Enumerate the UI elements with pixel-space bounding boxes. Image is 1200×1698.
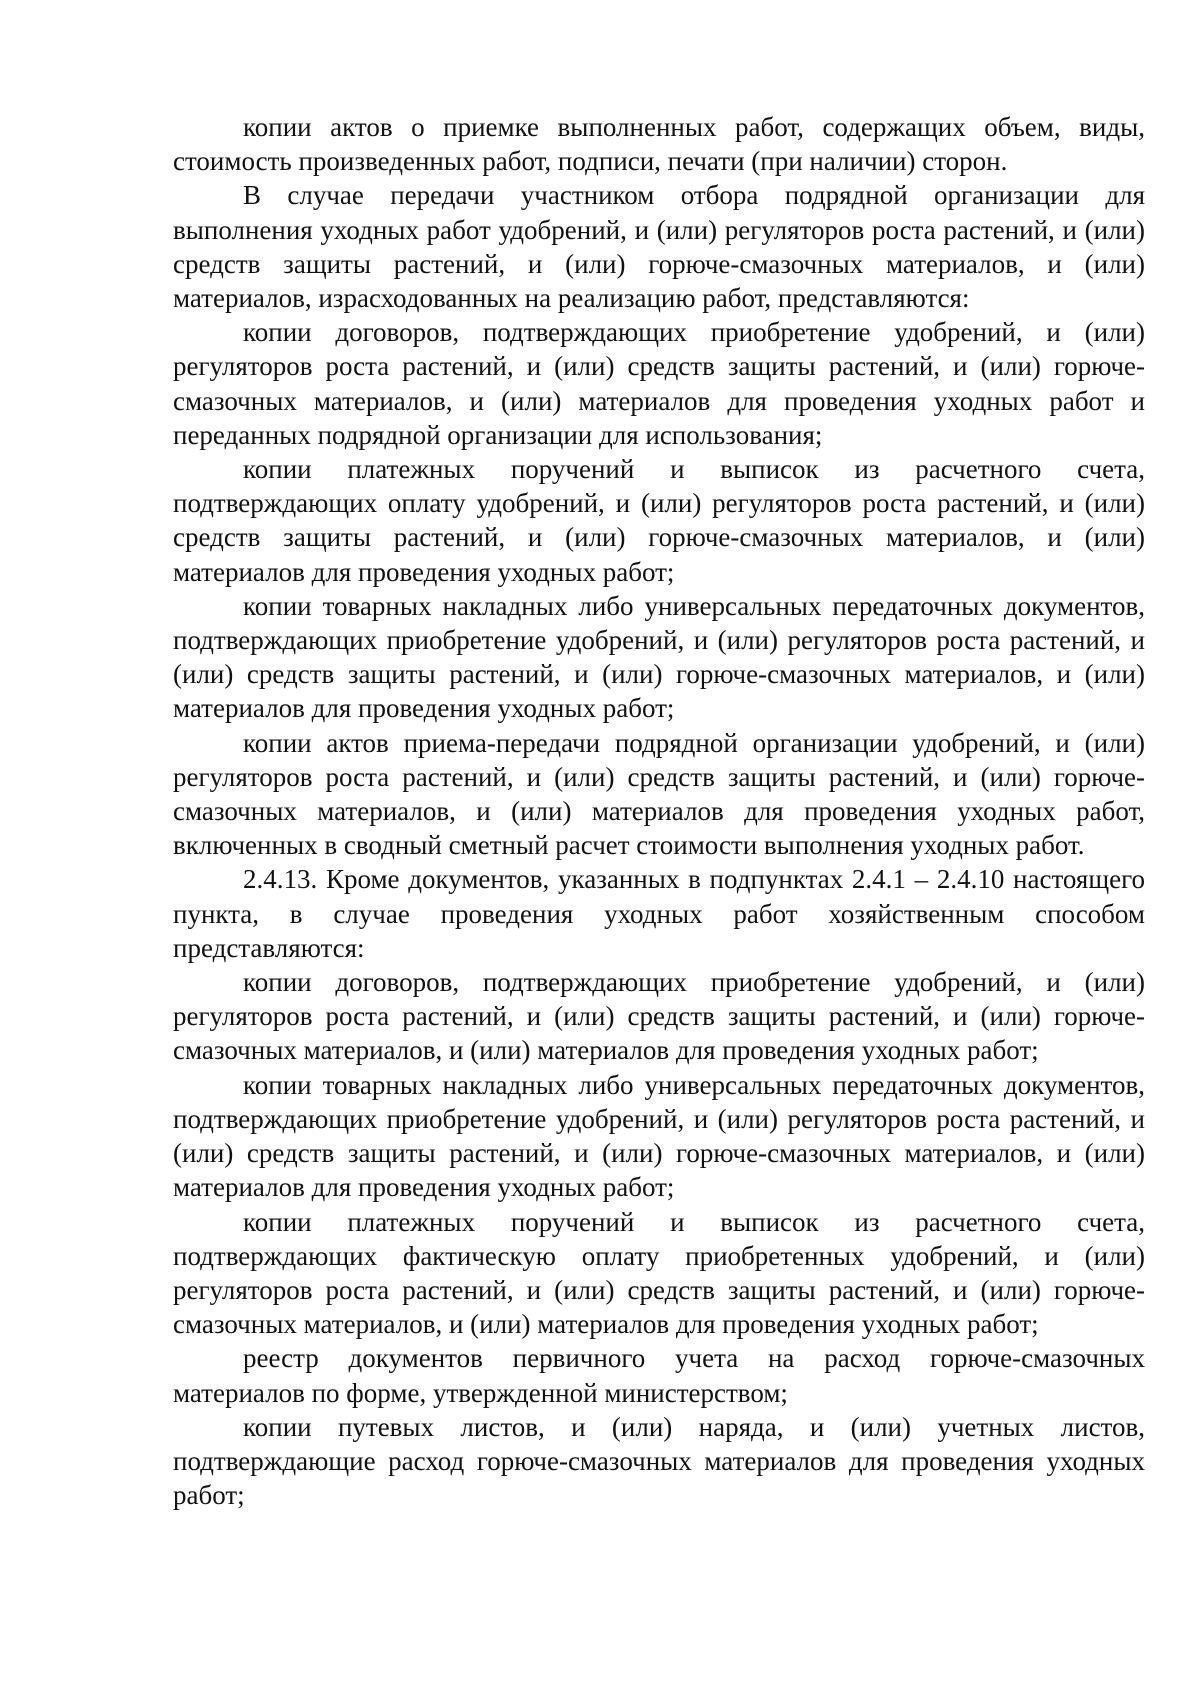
paragraph-own-payment-orders: копии платежных поручений и выписок из расчетного счета, подтверждающих фактическую оплату приобретенных удобрений, и (или) регуляторов роста растений, и (или) средств защиты растений, и (или) горюче-смазочных материалов, и (или) материалов для проведения уходных работ; bbox=[173, 1206, 1145, 1340]
paragraph-own-purchase-contracts: копии договоров, подтверждающих приобретение удобрений, и (или) регуляторов роста растений, и (или) средств защиты растений, и (или) горюче-смазочных материалов, и (или) материалов для проведения уходных работ; bbox=[173, 967, 1145, 1066]
paragraph-own-waybills: копии товарных накладных либо универсальных передаточных документов, подтверждающих приобретение удобрений, и (или) регуляторов роста растений, и (или) средств защиты растений, и (или) горюче-смазочных материалов, и (или) материалов для проведения уходных работ; bbox=[173, 1069, 1145, 1203]
paragraph-waybills: копии товарных накладных либо универсальных передаточных документов, подтверждающих приобретение удобрений, и (или) регуляторов роста растений, и (или) средств защиты растений, и (или) горюче-смазочных материалов, и (или) материалов для проведения уходных работ; bbox=[173, 590, 1145, 724]
paragraph-purchase-contracts: копии договоров, подтверждающих приобретение удобрений, и (или) регуляторов роста растений, и (или) средств защиты растений, и (или) горюче-смазочных материалов, и (или) материалов для проведения уходных работ и переданных подрядной организации для использования; bbox=[173, 317, 1145, 450]
paragraph-fuel-registry: реестр документов первичного учета на расход горюче-смазочных материалов по форме, утвержденной министерством; bbox=[173, 1343, 1145, 1408]
paragraph-clause-2-4-13: 2.4.13. Кроме документов, указанных в подпунктах 2.4.1 – 2.4.10 настоящего пункта, в случае проведения уходных работ хозяйственным способом представляются: bbox=[173, 864, 1145, 963]
paragraph-acts-of-acceptance: копии актов о приемке выполненных работ, содержащих объем, виды, стоимость произведенных работ, подписи, печати (при наличии) сторон. bbox=[173, 112, 1145, 177]
document-page bbox=[173, 110, 1145, 1512]
paragraph-transfer-acts: копии актов приема-передачи подрядной организации удобрений, и (или) регуляторов роста растений, и (или) средств защиты растений, и (или) горюче-смазочных материалов, и (или) материалов для проведения уходных работ, включенных в сводный сметный расчет стоимости выполнения уходных работ. bbox=[173, 727, 1145, 861]
paragraph-payment-orders: копии платежных поручений и выписок из расчетного счета, подтверждающих оплату удобрений, и (или) регуляторов роста растений, и (или) средств защиты растений, и (или) горюче-смазочных материалов, и (или) материалов для проведения уходных работ; bbox=[173, 454, 1145, 587]
paragraph-contractor-transfer-case: В случае передачи участником отбора подрядной организации для выполнения уходных работ удобрений, и (или) регуляторов роста растений, и (или) средств защиты растений, и (или) горюче-смазочных материалов, и (или) материалов, израсходованных на реализацию работ, представляются: bbox=[173, 180, 1145, 314]
paragraph-route-sheets: копии путевых листов, и (или) наряда, и (или) учетных листов, подтверждающие расход горюче-смазочных материалов для проведения уходных работ; bbox=[173, 1411, 1145, 1511]
